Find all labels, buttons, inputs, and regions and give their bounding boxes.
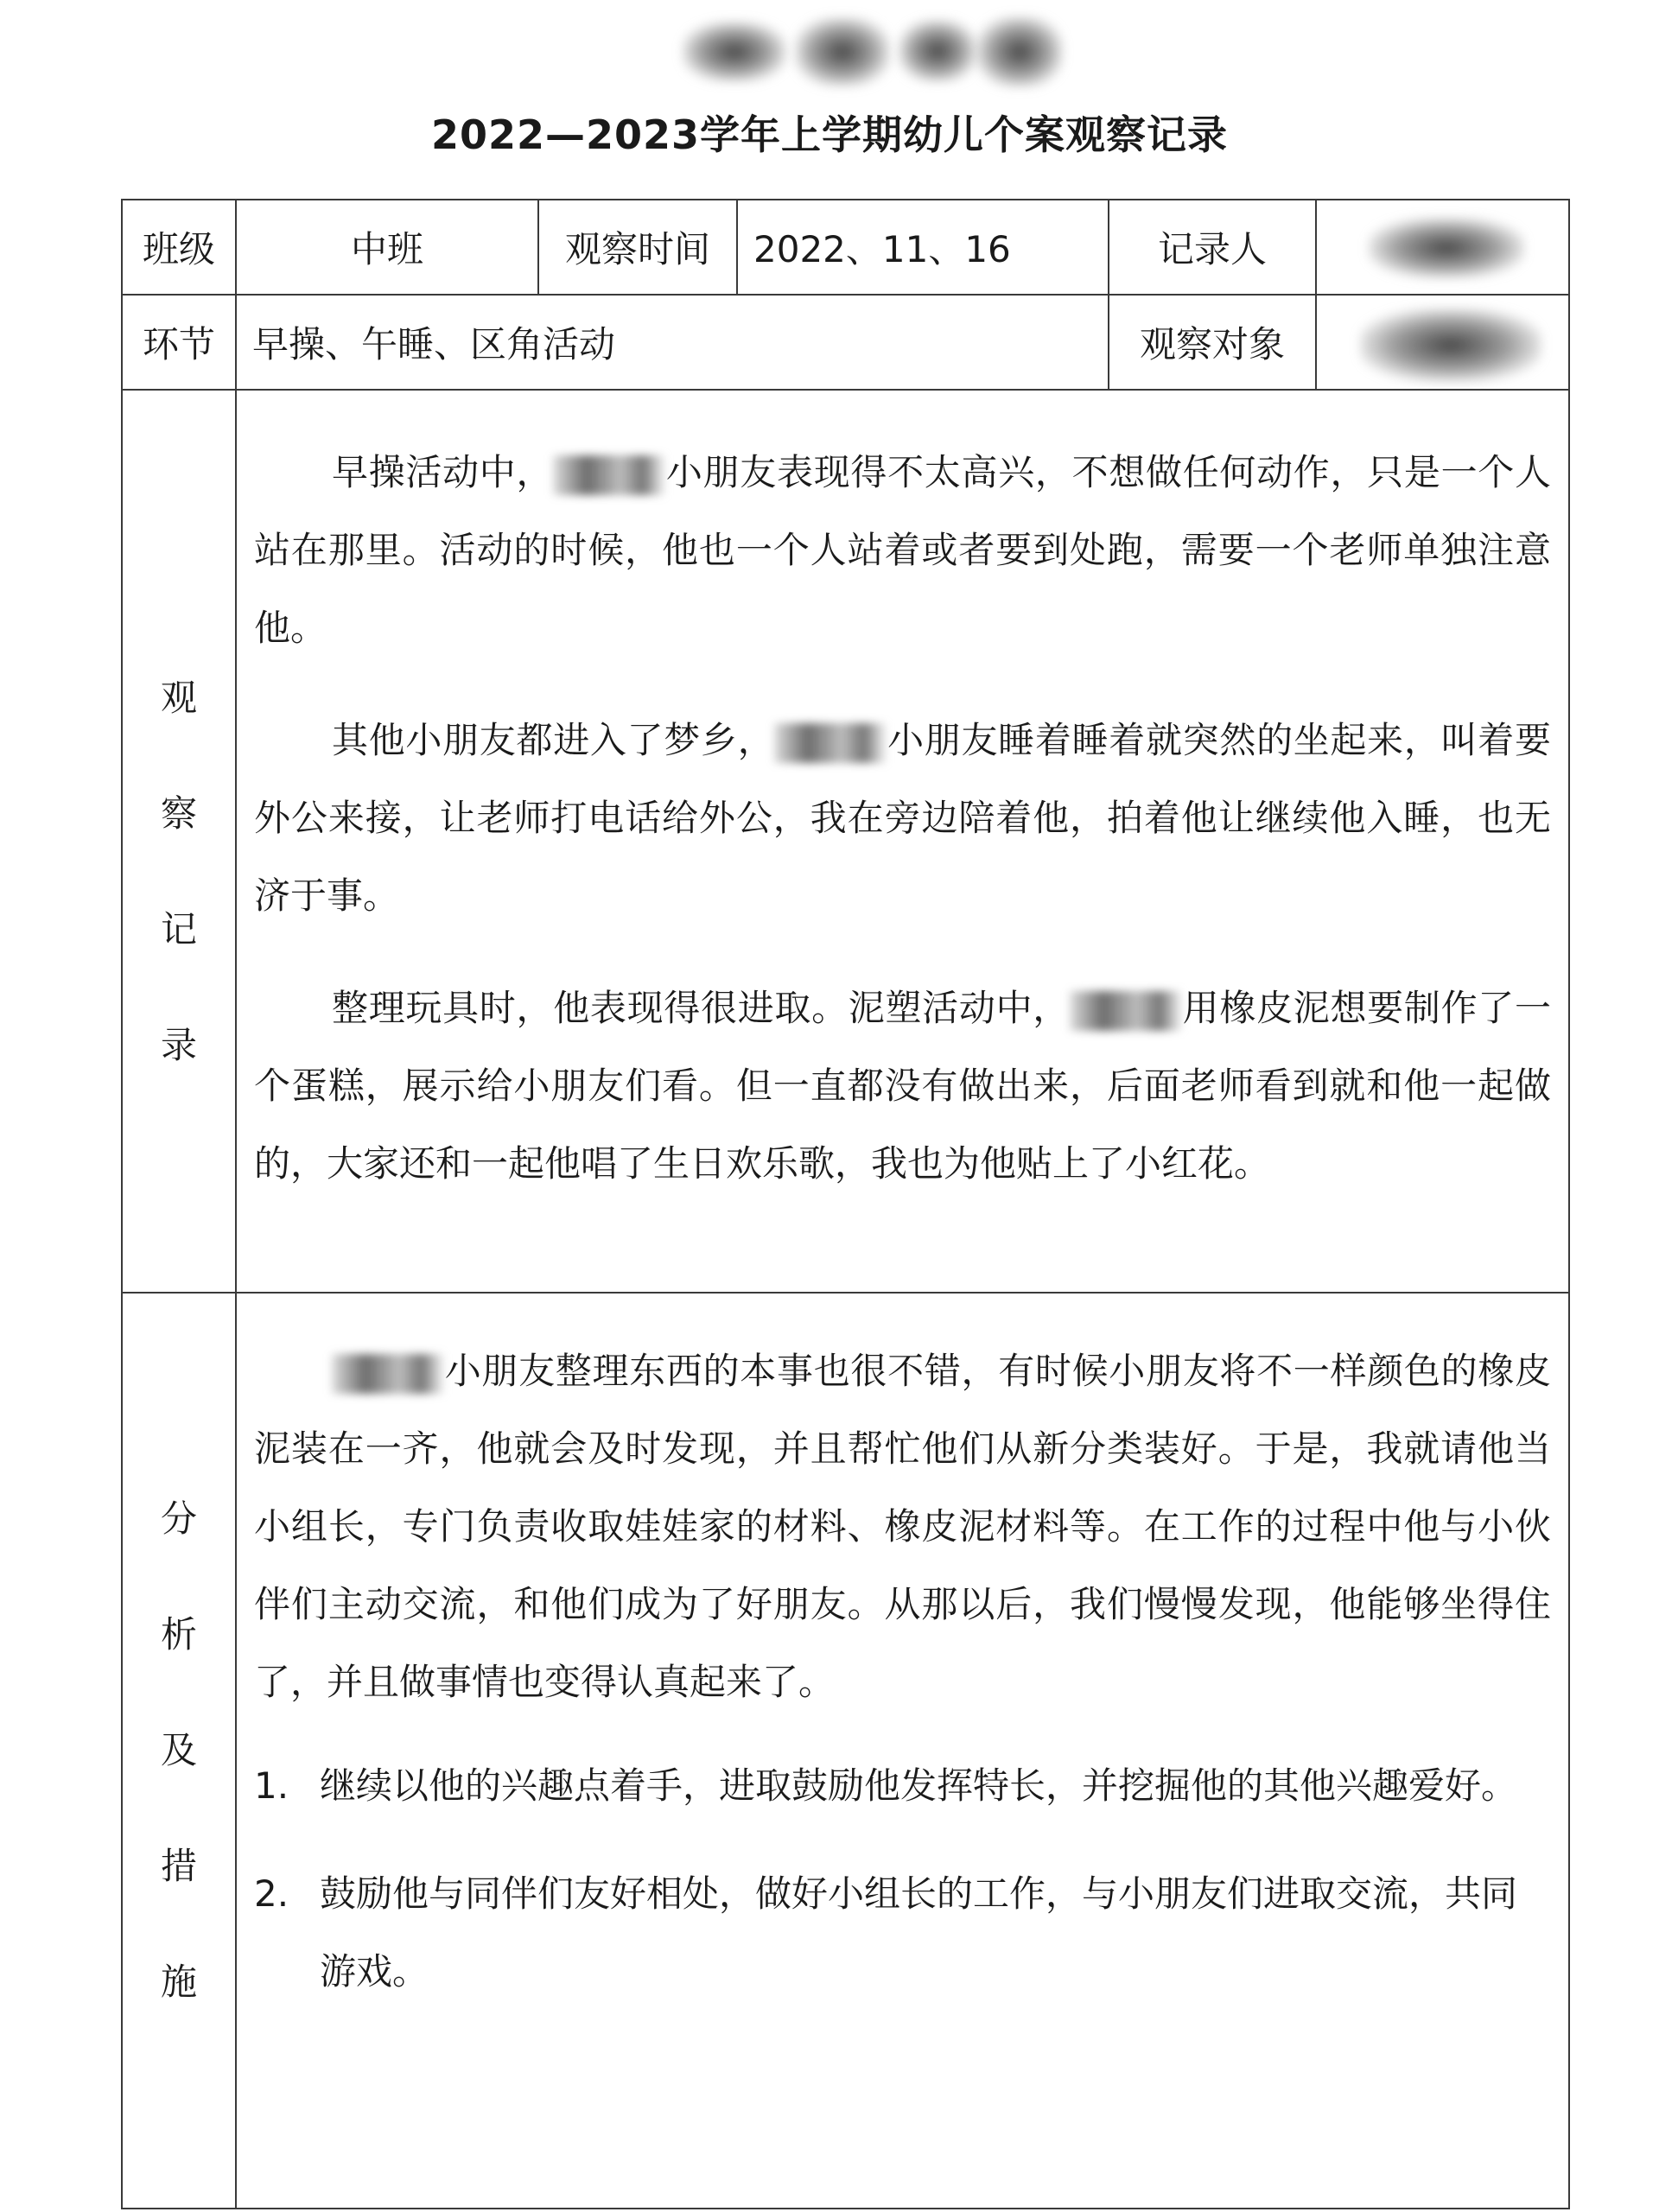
school-name-redacted [665,13,1071,91]
observation-label [122,390,236,1293]
analysis-row [122,1293,1569,2209]
subject-value-redacted [1316,295,1569,390]
analysis-content [236,1293,1569,2209]
observation-content [236,390,1569,1293]
observation-label-char: 记 [160,907,197,950]
info-row-1 [122,200,1569,295]
child-name-redacted [553,455,665,495]
class-value: 中班 [236,200,538,295]
analysis-label-char: 措 [160,1845,197,1887]
child-name-redacted [774,723,887,763]
info-row-2 [122,295,1569,390]
subject-label: 观察对象 [1109,295,1316,390]
time-value: 2022、11、16 [737,200,1109,295]
child-name-redacted [1070,991,1182,1031]
time-label: 观察时间 [538,200,737,295]
observation-paragraph: 早操活动中， 小朋友表现得不太高兴，不想做任何动作，只是一个人站在那里。活动的时候，他也一个人站着或者要到处跑，需要一个老师单独注意他。 [254,451,1551,649]
observation-row [122,390,1569,1293]
session-value: 早操、午睡、区角活动 [236,295,1109,390]
observation-label-char: 观 [160,676,197,719]
analysis-label [122,1293,236,2209]
measure-item: 2. 鼓励他与同伴们友好相处，做好小组长的工作，与小朋友们进取交流，共同游戏。 [254,1872,1518,1993]
analysis-label-char: 及 [160,1729,197,1771]
observation-label-char: 察 [160,791,197,835]
analysis-paragraph: 小朋友整理东西的本事也很不错，有时候小朋友将不一样颜色的橡皮泥装在一齐，他就会及时发现，并且帮忙他们从新分类装好。于是，我就请他当小组长，专门负责收取娃娃家的材料、橡皮泥材料等。在工作的过程中他与小伙伴们主动交流，和他们成为了好朋友。从那以后，我们慢慢发现，他能够坐得住了，并且做事情也变得认真起来了。 [254,1350,1551,1703]
analysis-label-char: 分 [160,1497,197,1540]
observation-paragraph: 整理玩具时，他表现得很进取。泥塑活动中， 用橡皮泥想要制作了一个蛋糕，展示给小朋友们看。但一直都没有做出来，后面老师看到就和他一起做的，大家还和一起他唱了生日欢乐歌，我也为他贴上了小红花。 [254,987,1551,1185]
recorder-value-redacted [1316,200,1569,295]
analysis-label-char: 析 [160,1613,197,1656]
session-label: 环节 [122,295,236,390]
observation-paragraph: 其他小朋友都进入了梦乡， 小朋友睡着睡着就突然的坐起来，叫着要外公来接，让老师打电话给外公，我在旁边陪着他，拍着他让继续他入睡，也无济于事。 [254,719,1551,917]
child-name-redacted [332,1354,444,1394]
observation-label-char: 录 [160,1023,197,1066]
analysis-label-char: 施 [160,1961,197,2003]
page-title: 2022—2023学年上学期幼儿个案观察记录 [430,111,1229,158]
observation-record-table [121,199,1570,2209]
class-label: 班级 [122,200,236,295]
measure-item: 1. 继续以他的兴趣点着手，进取鼓励他发挥特长，并挖掘他的其他兴趣爱好。 [254,1764,1518,1807]
recorder-label: 记录人 [1109,200,1316,295]
